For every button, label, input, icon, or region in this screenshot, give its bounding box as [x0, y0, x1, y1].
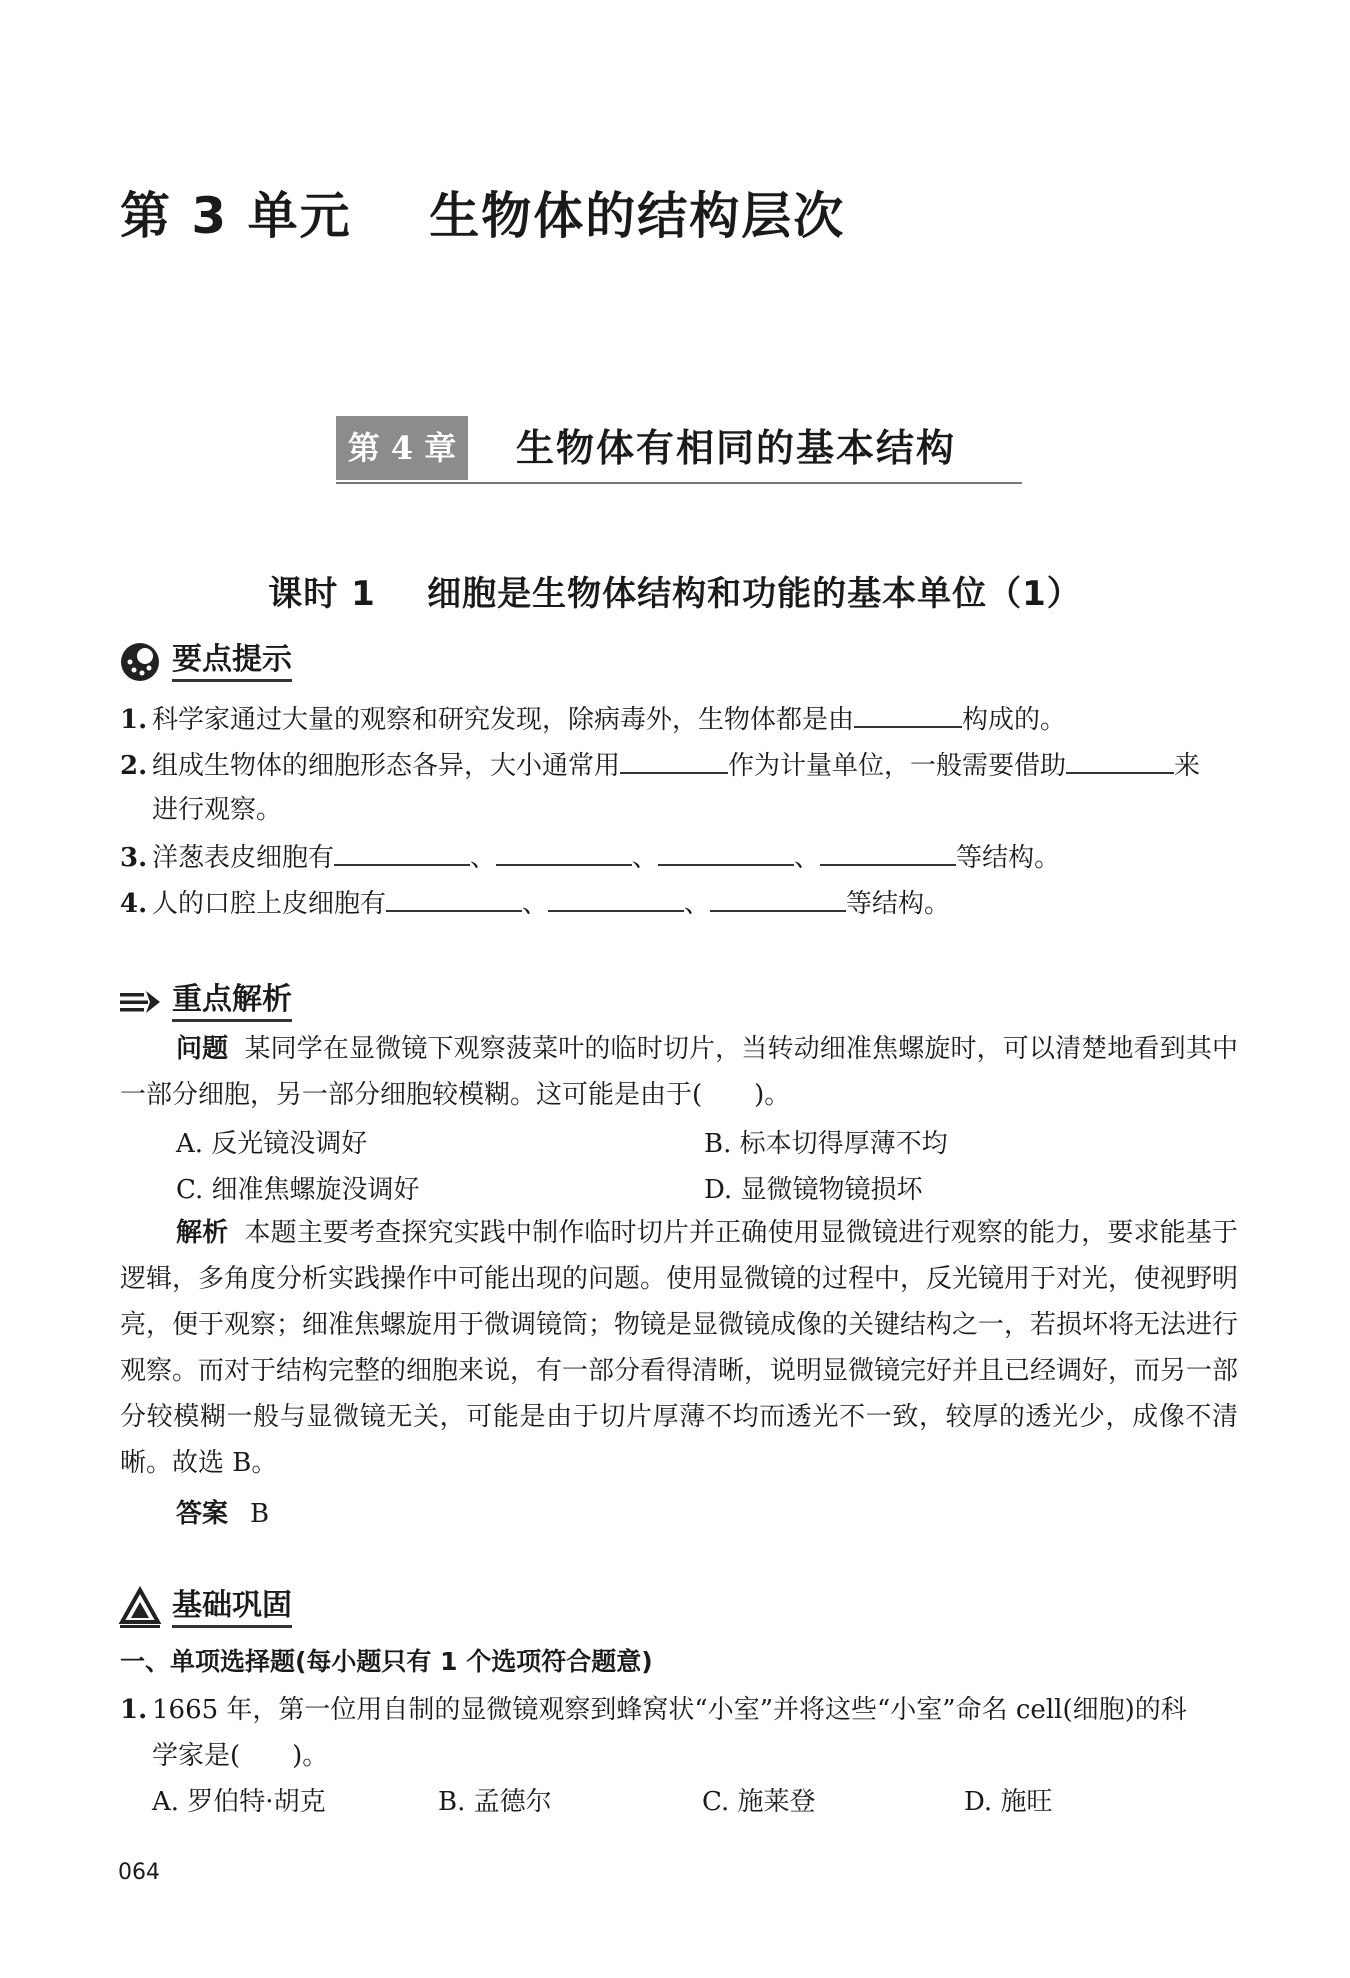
item-text: 洋葱表皮细胞有	[152, 843, 335, 873]
answer-blank[interactable]	[820, 838, 956, 866]
basics-heading	[118, 1586, 292, 1630]
answer-value: B	[250, 1499, 270, 1529]
item-number: 1.	[120, 705, 148, 735]
chapter-title: 生物体有相同的基本结构	[516, 425, 957, 470]
item-text: 组成生物体的细胞形态各异，大小通常用	[152, 751, 621, 781]
key-points-heading	[118, 640, 292, 684]
item-text: 、	[522, 889, 549, 919]
analysis-heading	[118, 980, 292, 1024]
chapter-header	[336, 416, 1022, 484]
key-point-4	[120, 884, 950, 922]
arrow-lines-icon	[118, 980, 162, 1024]
q1-option-c: C. 施莱登	[702, 1787, 816, 1817]
key-point-2-cont: 进行观察。	[152, 795, 283, 825]
explain-label: 解析	[176, 1218, 229, 1248]
key-point-2	[120, 746, 1200, 784]
key-point-3	[120, 838, 1060, 876]
item-text: 来	[1174, 751, 1201, 781]
option-d: D. 显微镜物镜损坏	[704, 1175, 923, 1205]
answer-blank[interactable]	[620, 746, 728, 774]
question-1-text: 1665 年，第一位用自制的显微镜观察到蜂窝状“小室”并将这些“小室”命名 cell(细胞)的科	[152, 1695, 1187, 1725]
option-a: A. 反光镜没调好	[176, 1129, 368, 1159]
answer-blank[interactable]	[710, 884, 846, 912]
analysis-question	[120, 1026, 1238, 1118]
answer-blank[interactable]	[1066, 746, 1174, 774]
item-text: 、	[684, 889, 711, 919]
chapter-badge: 第 4 章	[336, 416, 468, 480]
answer-blank[interactable]	[386, 884, 522, 912]
item-number: 2.	[120, 751, 148, 781]
option-c: C. 细准焦螺旋没调好	[176, 1175, 420, 1205]
item-text: 人的口腔上皮细胞有	[152, 889, 387, 919]
pyramid-icon	[118, 1586, 162, 1630]
option-b: B. 标本切得厚薄不均	[704, 1129, 948, 1159]
item-text: 构成的。	[962, 705, 1067, 735]
key-points-title: 要点提示	[172, 643, 292, 682]
answer-label: 答案	[176, 1499, 229, 1529]
section-label: 一、单项选择题(每小题只有 1 个选项符合题意)	[120, 1647, 653, 1676]
item-text: 作为计量单位，一般需要借助	[728, 751, 1067, 781]
answer-blank[interactable]	[496, 838, 632, 866]
q1-option-a: A. 罗伯特·胡克	[152, 1787, 326, 1817]
basics-title: 基础巩固	[172, 1589, 292, 1628]
q1-option-b: B. 孟德尔	[438, 1787, 552, 1817]
answer-blank[interactable]	[334, 838, 470, 866]
answer-blank[interactable]	[548, 884, 684, 912]
item-text: 科学家通过大量的观察和研究发现，除病毒外，生物体都是由	[152, 705, 855, 735]
item-text: 、	[794, 843, 821, 873]
unit-title: 第 3 单元 生物体的结构层次	[120, 187, 846, 245]
question-1-line-1	[120, 1692, 1187, 1728]
q1-option-d: D. 施旺	[964, 1787, 1053, 1817]
answer-blank[interactable]	[854, 700, 962, 728]
item-text: 等结构。	[956, 843, 1061, 873]
item-text: 、	[632, 843, 659, 873]
item-number: 1.	[120, 1695, 148, 1725]
item-text: 、	[470, 843, 497, 873]
lightbulb-icon	[118, 640, 162, 684]
item-text: 等结构。	[846, 889, 951, 919]
key-point-1	[120, 700, 1066, 738]
question-1-line-2: 学家是( )。	[152, 1741, 329, 1771]
analysis-title: 重点解析	[172, 983, 292, 1022]
item-number: 3.	[120, 843, 148, 873]
explain-text: 本题主要考查探究实践中制作临时切片并正确使用显微镜进行观察的能力，要求能基于逻辑，多角度分析实践操作中可能出现的问题。使用显微镜的过程中，反光镜用于对光，使视野明亮，便于观察；细准焦螺旋用于微调镜筒；物镜是显微镜成像的关键结构之一，若损坏将无法进行观察。而对于结构完整的细胞来说，有一部分看得清晰，说明显微镜完好并且已经调好，而另一部分较模糊一般与显微镜无关，可能是由于切片厚薄不均而透光不一致，较厚的透光少，成像不清晰。故选 B。	[120, 1218, 1239, 1478]
question-text: 某同学在显微镜下观察菠菜叶的临时切片，当转动细准焦螺旋时，可以清楚地看到其中一部分细胞，另一部分细胞较模糊。这可能是由于( )。	[120, 1034, 1238, 1110]
lesson-title: 课时 1 细胞是生物体结构和功能的基本单位（1）	[268, 574, 1082, 614]
answer-line	[176, 1496, 269, 1532]
answer-blank[interactable]	[658, 838, 794, 866]
page-number: 064	[118, 1860, 160, 1885]
analysis-explanation	[120, 1210, 1238, 1486]
question-label: 问题	[176, 1034, 229, 1064]
item-number: 4.	[120, 889, 148, 919]
